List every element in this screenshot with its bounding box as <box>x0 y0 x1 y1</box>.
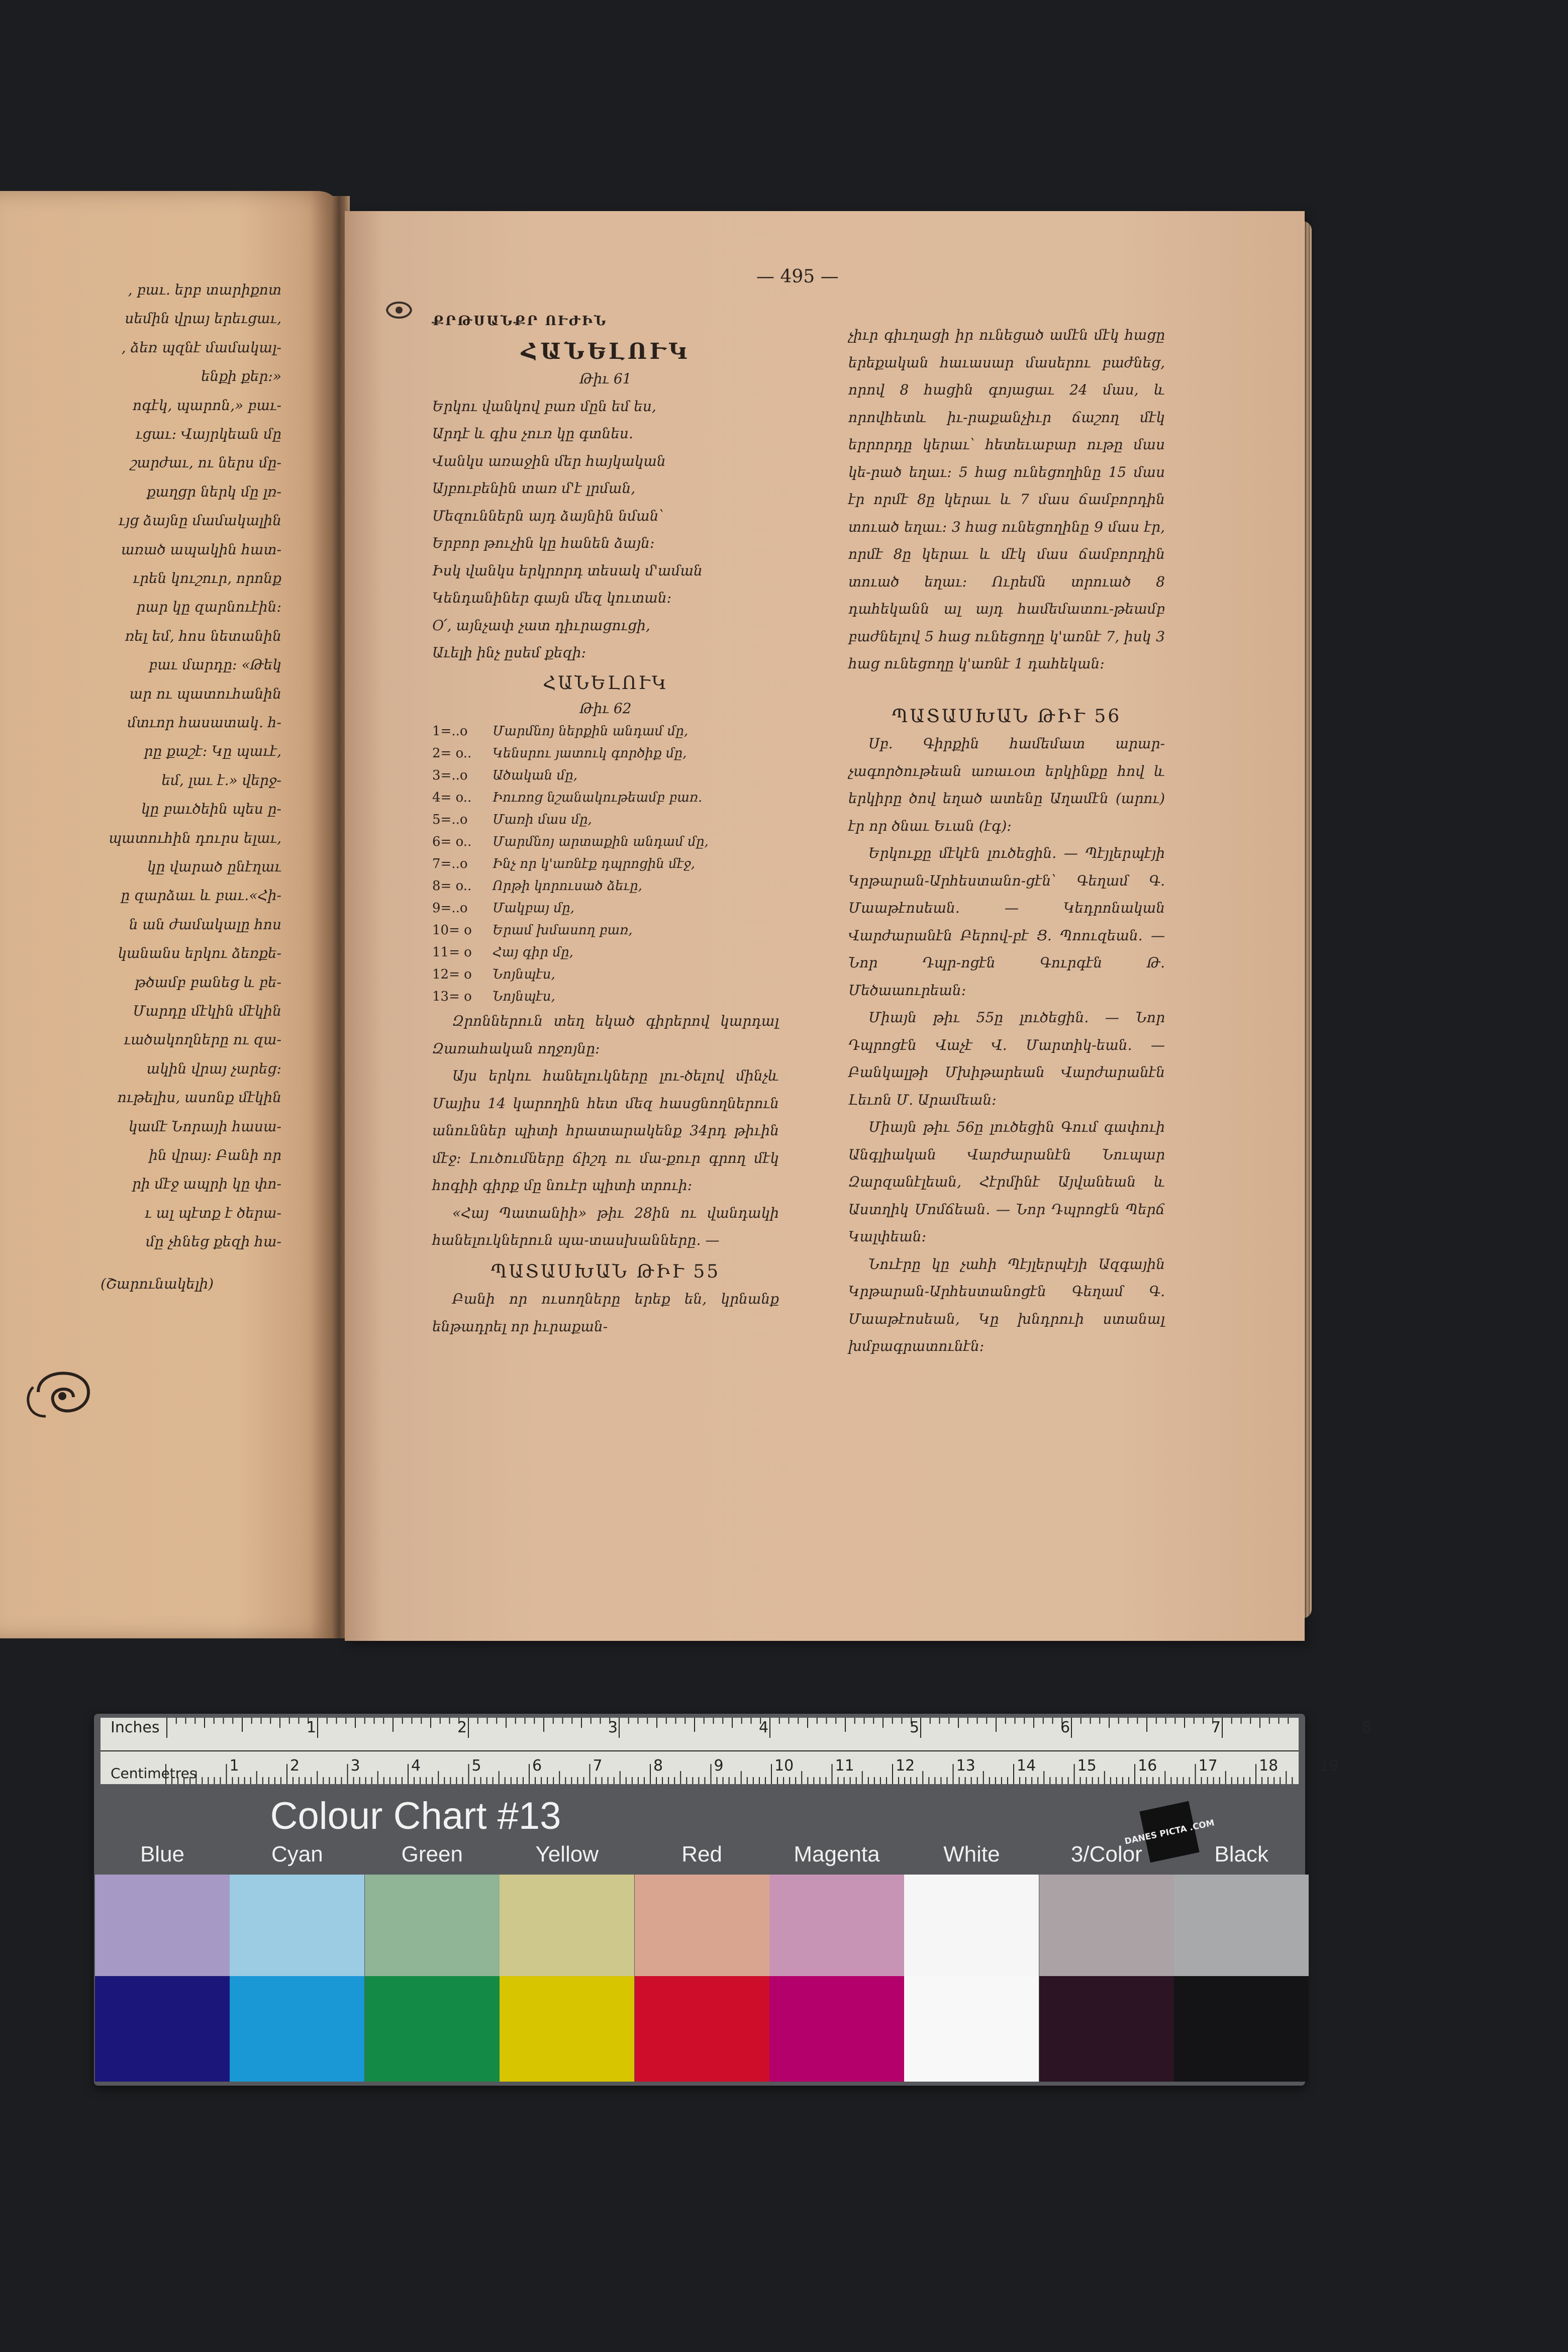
swatch-label: Green <box>401 1842 463 1867</box>
verse-line: Կենդանիներ գայն մեզ կուտան։ <box>432 590 672 606</box>
puzzle-62-row <box>432 809 779 831</box>
swatch-label: Cyan <box>271 1842 323 1867</box>
left-page-line: ենքի քեր։» <box>201 368 281 385</box>
row-key: 13= o <box>432 989 472 1004</box>
puzzle-62-row <box>432 787 779 809</box>
puzzle-62-row <box>432 963 779 986</box>
ruler-inches-label: Inches <box>111 1719 160 1736</box>
row-key: 7=..o <box>432 856 468 871</box>
verse-line: Օ՛, այնչափ չատ դիւրացուցի, <box>432 617 650 634</box>
swatch-white-bottom <box>904 1976 1039 2082</box>
cm-tick-label: 14 <box>1017 1757 1036 1775</box>
left-page-line: ութելիս, ասոնք մէկին <box>117 1089 281 1106</box>
row-clue: Մարմնոյ ներքին անդամ մը, <box>493 724 689 739</box>
answer-56-para-4: Միայն թիւ 56ը լուծեցին Գում գափուի Անգլիական Վարժարանէն Նուպար Զարզանէլեան, Հէրմինէ Այվանեան և Աստղիկ Մոմճեան. — Նոր Դպրոցէն Պերճ Կալփեան։ <box>848 1119 1165 1245</box>
swatch-label: Yellow <box>535 1842 599 1867</box>
left-page-line: եմ, լաւ է.» վերջ- <box>161 771 281 789</box>
left-page-line: Մարդը մէկին մէկին <box>133 1003 281 1019</box>
swatch-label: Red <box>681 1842 722 1867</box>
swatch-black-bottom <box>1174 1976 1309 2082</box>
left-page-line: րը քաշէ։ Կը պաւէ, <box>144 743 281 760</box>
row-clue: Կենսրու յատուկ գործիք մը, <box>493 746 687 761</box>
cm-tick-label: 7 <box>593 1757 603 1775</box>
left-page-line: առած ապակին հատ- <box>121 541 281 558</box>
left-column <box>432 308 779 1340</box>
puzzle-61-number: Թիւ 61 <box>579 370 632 387</box>
swatch-white-top <box>904 1875 1039 1976</box>
left-page-line: կը բաւծեին պես ը- <box>141 801 281 818</box>
row-key: 3=..o <box>432 768 468 783</box>
left-page-line: կը վարած ընէղաւ <box>147 858 281 875</box>
left-page-line: րի մէջ ապրի կը փո- <box>132 1175 281 1193</box>
ruler-ticks <box>101 1718 1299 1784</box>
inch-tick-label: 4 <box>759 1719 769 1736</box>
swatch-red-bottom <box>635 1976 769 2082</box>
right-column <box>848 322 1165 1360</box>
swatch-magenta-bottom <box>769 1976 904 2082</box>
inch-tick-label: 2 <box>457 1719 467 1736</box>
answer-55-title: ՊԱՏԱՍԽԱՆ ԹԻՒ 55 <box>491 1261 721 1282</box>
left-page-line: ւ ալ պէտք է ծերա- <box>145 1204 281 1221</box>
cm-tick-label: 10 <box>774 1757 794 1775</box>
cm-tick-label: 9 <box>714 1757 724 1775</box>
swatch-3color-top <box>1039 1875 1174 1976</box>
swatch-label: White <box>943 1842 1000 1867</box>
verse-line: Մեզուններն այդ ձայնին նման՝ <box>432 507 664 524</box>
row-key: 10= o <box>432 923 472 938</box>
left-page-line: ոգէկ, պարոն,» բաւ- <box>133 397 281 414</box>
row-key: 5=..o <box>432 812 468 827</box>
swatch-cyan-top <box>230 1875 364 1976</box>
answer-55-text: Բանի որ ուսողները երեք են, կրնանք ենթադրել որ իւրաքան- <box>432 1291 779 1335</box>
verse-line: Արդէ և գիս չուռ կը գտնես. <box>432 425 633 442</box>
left-page-line: պատուհին դուրս ելաւ, <box>108 829 281 846</box>
row-key: 9=..o <box>432 901 468 916</box>
inch-tick-label: 6 <box>1060 1719 1070 1736</box>
left-page-line: ար ու պատուհանին <box>129 685 281 702</box>
cm-tick-label: 2 <box>290 1757 300 1775</box>
inch-tick-label: 5 <box>910 1719 920 1736</box>
left-page-signature: (Շարունակելի) <box>101 1276 214 1292</box>
left-page-line: ւածակողները ու զա- <box>124 1031 281 1048</box>
left-page-line: մտւոր հասատակ. հ- <box>127 714 281 731</box>
ruler <box>101 1718 1372 1784</box>
cm-tick-label: 17 <box>1198 1757 1218 1775</box>
left-page-line: , բաւ. երբ տարիքոտ <box>128 281 281 298</box>
cm-tick-label: 5 <box>471 1757 481 1775</box>
left-page-line: ռել եմ, հոս նետանին <box>125 627 281 644</box>
swatch-cyan-bottom <box>230 1976 364 2082</box>
ruler-cm-label: Centimetres <box>111 1765 197 1782</box>
verse-line: Երբոր թուչին կը հանեն ձայն։ <box>432 535 655 551</box>
instruction-1: Զրոններուն տեղ եկած գիրերով կարդալ Զառահական ողջոյնը։ <box>432 1013 779 1057</box>
brand-logo-text: DANES PICTA .COM <box>1124 1818 1216 1847</box>
row-key: 2= o.. <box>432 746 472 761</box>
puzzle-62-row <box>432 941 779 963</box>
left-page-line: ն ան ժամակալը հոս <box>129 916 281 933</box>
left-page-line: ւյց ձայնը մամակալին <box>119 512 281 529</box>
row-clue: Երամ խմասող բառ, <box>493 923 633 938</box>
answer-56-para-5: Նուէրը կը չահի Պէյլերպէյի Ազգային Կրթարան-Արհեստանոցէն Գեղամ Գ. Մաաթէոսեան, Կը խնդրուի ստանալ խմբագրատունէն։ <box>848 1255 1165 1354</box>
row-key: 6= o.. <box>432 834 472 849</box>
row-key: 1=..o <box>432 724 468 739</box>
verse-line: Աւելի ինչ ըսեմ քեզի։ <box>432 644 586 661</box>
swatch-label: Magenta <box>794 1842 880 1867</box>
swatch-label: Blue <box>140 1842 185 1867</box>
cm-tick-label: 4 <box>411 1757 421 1775</box>
cm-tick-label: 11 <box>835 1757 854 1775</box>
puzzle-62-row <box>432 986 779 1008</box>
swatch-green-bottom <box>365 1976 500 2082</box>
inch-tick-label: 8 <box>1362 1719 1372 1736</box>
cm-tick-label: 3 <box>350 1757 360 1775</box>
swatch-blue-bottom <box>95 1976 230 2082</box>
left-page-line: ակին վրայ չարեց։ <box>146 1060 281 1077</box>
verse-line: Այբուբենին տառ մ'է լրման, <box>432 480 636 497</box>
answer-56-para-1: Սբ. Գիրքին համեմատ արար-չագործութեան առաւօտ երկինքը հով և երկիրը ծով եղած ատենը Աղամէն (արու) էր որ ծնաւ Եւան (էգ)։ <box>848 735 1165 834</box>
colour-chart-title: Colour Chart #13 <box>270 1795 561 1837</box>
colour-chart <box>94 1714 1372 2086</box>
page-number: — 495 — <box>756 266 839 287</box>
verse-line: Վանկս առաջին մեր հայկական <box>432 452 666 469</box>
puzzle-62-row <box>432 720 779 742</box>
row-clue: Ինչ որ կ'առնէք դպրոցին մէջ, <box>493 856 696 871</box>
puzzle-62-row <box>432 919 779 941</box>
left-page-line: մը չհնեց քեզի հա- <box>145 1233 281 1250</box>
puzzle-62-list <box>432 720 779 1008</box>
puzzle-62-row <box>432 875 779 897</box>
inch-tick-label: 1 <box>307 1719 317 1736</box>
puzzle-61-verse <box>432 393 779 667</box>
left-page-line: կամէ Նորայի հասա- <box>128 1118 281 1135</box>
left-page-line: ւրեն կուշուր, որոնք <box>133 570 281 586</box>
row-clue: Նոյնպէս, <box>493 989 555 1004</box>
row-clue: Մակբայ մը, <box>493 901 574 916</box>
left-page-line: շարժաւ, ու ներս մը- <box>130 454 281 471</box>
row-key: 4= o.. <box>432 790 472 805</box>
left-page-line: րար կը զարնուէին։ <box>136 599 281 616</box>
swatch-green-top <box>365 1875 500 1976</box>
left-page-line: քաղցր ներկ մը լռ- <box>146 483 281 500</box>
cm-tick-label: 13 <box>956 1757 975 1775</box>
cm-tick-label: 12 <box>896 1757 915 1775</box>
answer-56-para-3: Միայն թիւ 55ը լուծեցին. — Նոր Դպրոցէն Վաչէ Վ. Մարտիկ-եան. — Բանկալթի Մխիթարեան Վարժարանէն Լեւոն Մ. Արամեան։ <box>848 1009 1165 1108</box>
left-page-line: , ձեռ պզնէ մամակալ- <box>121 339 281 356</box>
puzzle-62-row <box>432 764 779 787</box>
ornament-icon <box>18 1357 109 1427</box>
swatch-label: Black <box>1214 1842 1268 1867</box>
answer-56-title: ՊԱՏԱՍԽԱՆ ԹԻՒ 56 <box>892 706 1122 727</box>
cm-tick-label: 19 <box>1319 1757 1339 1775</box>
instruction-3: «Հայ Պատանիի» թիւ 28ին ու վանդակի հանելուկներուն պա-տասխանները․ — <box>432 1204 779 1248</box>
row-clue: Հայ գիր մը, <box>493 945 573 960</box>
cm-tick-label: 16 <box>1138 1757 1157 1775</box>
answer-55-continued: չիւր գիւղացի իր ունեցած ամէն մէկ հացը երեքական հաւասար մասերու բաժնեց, որով 8 հացին գոյացաւ 24 մաս, և որովհետև իւ-րաքանչիւր ճաշող մէկ երրորդը կերաւ՝ հետեւաբար ութը մաս կե-րած եղաւ։ 5 հաց ունեցողինը 15 մաս էր որմէ 8ը կերաւ և 7 մաս ճամբորդին տուած եղաւ։ 3 հաց ունեցողինը 9 մաս էր, որմէ 8ը կերաւ և մէկ մաս ճամբորդին տուած եղաւ։ Ուրեմն տրուած 8 դահեկանն ալ այդ համեմատու-թեամբ բաժնելով 5 հաց ունեցողը կ'առնէ 7, իսկ 3 հաց ունեցողը կ'առնէ 1 դահեկան։ <box>848 327 1165 672</box>
row-key: 11= o <box>432 945 472 960</box>
swatch-yellow-top <box>500 1875 634 1976</box>
swatch-yellow-bottom <box>500 1976 634 2082</box>
puzzle-62-row <box>432 742 779 764</box>
left-page-line: բաւ մարդը։ «Թեկ <box>148 656 281 673</box>
row-clue: Մառի մաս մը, <box>493 812 592 827</box>
cm-tick-label: 15 <box>1077 1757 1097 1775</box>
puzzle-61-title: ՀԱՆԵԼՈՒԿ <box>521 338 691 364</box>
swatch-blue-top <box>95 1875 230 1976</box>
row-key: 8= o.. <box>432 878 472 894</box>
inch-tick-label: 7 <box>1211 1719 1221 1736</box>
swatch-3color-bottom <box>1039 1976 1174 2082</box>
row-key: 12= o <box>432 967 472 982</box>
swatch-red-top <box>635 1875 769 1976</box>
answer-56-para-2: Երկուքը մէկէն լուծեցին. — Պէյլերպէյի Կրթարան-Արհեստանո-ցէն՝ Գեղամ Գ. Մաաթէոսեան. — Կեդրոնական Վարժարանէն Բերով-բէ Ց. Պոուզեան. — Նոր Դպր-ոցէն Գուրգէն Թ. Մեծաաուրեան։ <box>848 845 1165 999</box>
left-page-line: թծամբ բանեց և բե- <box>135 973 281 991</box>
row-clue: Մարմնոյ արտաքին անդամ մը, <box>493 834 709 849</box>
cm-tick-label: 6 <box>532 1757 542 1775</box>
row-clue: Իուռոց նշանակութեամբ բառ. <box>493 790 703 805</box>
swatch-magenta-top <box>769 1875 904 1976</box>
left-page-line: կանանս երկու ձեռքե- <box>118 945 281 962</box>
ink-blot-icon <box>384 298 414 323</box>
row-clue: Ածական մը, <box>493 768 578 783</box>
puzzle-62-title: ՀԱՆԵԼՈՒԿ <box>543 672 668 694</box>
left-page-line: սեմին վրայ երեւցաւ, <box>125 310 281 327</box>
cm-tick-label: 18 <box>1259 1757 1279 1775</box>
swatch-black-top <box>1174 1875 1309 1976</box>
puzzle-62-row <box>432 897 779 919</box>
verse-line: Երկու վանկով բառ մըն եմ ես, <box>432 398 656 415</box>
left-page-line: ին վրայ։ Բանի որ <box>149 1147 281 1163</box>
puzzle-62-number: Թիւ 62 <box>579 700 632 717</box>
left-page-line: ը զարձաւ և բաւ․«Հի- <box>121 887 281 904</box>
inch-tick-label: 3 <box>608 1719 618 1736</box>
cm-tick-label: 1 <box>229 1757 239 1775</box>
section-title: ՔՐԹՍԱՆՔՐ ՈՒԺԻՆ <box>432 314 608 329</box>
left-page-text <box>0 281 281 1266</box>
cm-tick-label: 8 <box>653 1757 663 1775</box>
row-clue: Նոյնպէս, <box>493 967 555 982</box>
puzzle-62-row <box>432 831 779 853</box>
swatch-label: 3/Color <box>1070 1842 1142 1867</box>
verse-line: Իսկ վանկս երկրորդ տեսակ մ'աման <box>432 562 703 579</box>
puzzle-62-row <box>432 853 779 875</box>
left-page-line: ւցաւ։ Վայրկեան մը <box>135 426 281 442</box>
instruction-2: Այս երկու հանելուկները լու-ծելով մինչև Մայիս 14 կարողին հետ մեզ հասցնողներուն անուններ պիտի հրատարակենք 34րդ թիւին մէջ։ Լուծումները ճիշդ ու մա-քուր գրող մէկ հոգիի գիրք մը նուէր պիտի տրուի։ <box>432 1067 779 1194</box>
row-clue: Որթի կորուսած ձեւը, <box>493 878 642 894</box>
